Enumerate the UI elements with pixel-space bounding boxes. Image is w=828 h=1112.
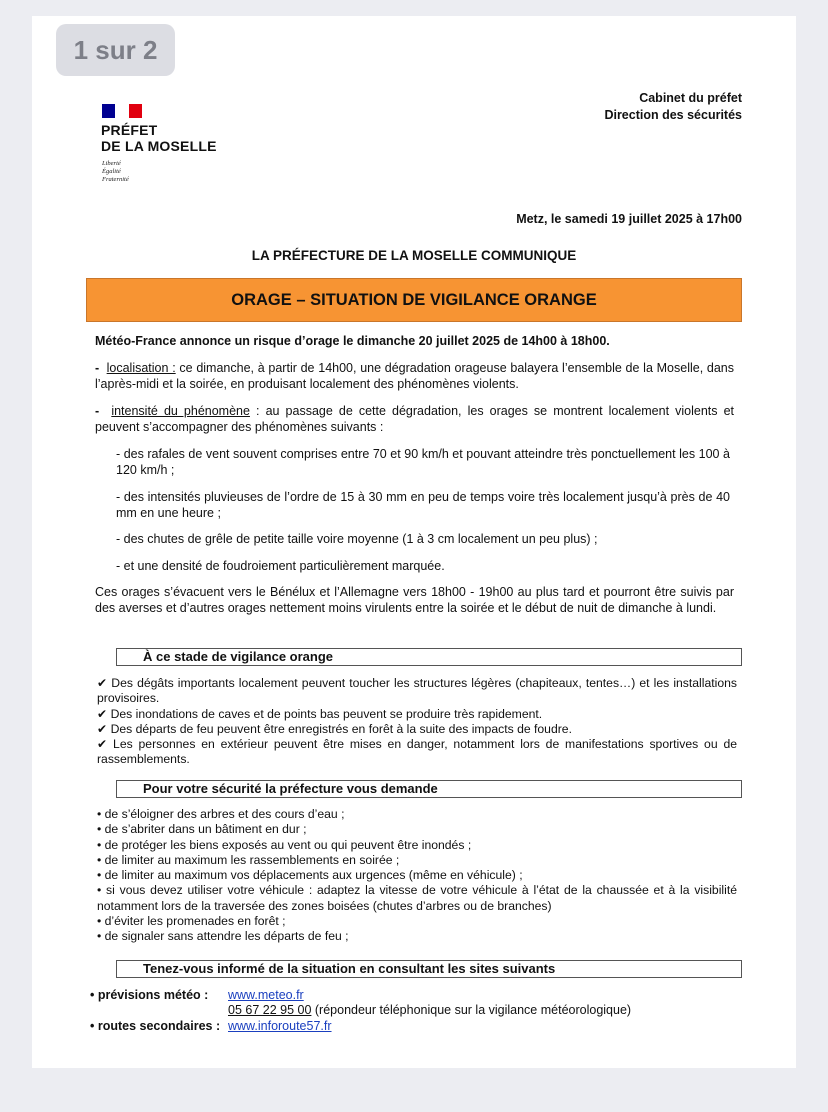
phenomene-item: - des rafales de vent souvent comprises entre 70 et 90 km/h et pouvant atteindre très ponctuellement les 100 à 120 km/h ; [116,447,730,477]
flag-blue [102,104,115,118]
list-item: ✔ Des départs de feu peuvent être enregistrés en forêt à la suite des impacts de foudre. [97,721,572,736]
office-line-1: Cabinet du préfet [639,91,742,105]
list-item: • de protéger les biens exposés au vent ou qui peuvent être inondés ; [97,837,472,852]
flag-red [129,104,142,118]
meteo-label: • prévisions météo : [90,988,209,1002]
list-item: • de s’abriter dans un bâtiment en dur ; [97,822,307,837]
list-item: • de limiter au maximum vos déplacements aux urgences (même en véhicule) ; [97,868,523,883]
office-line-2: Direction des sécurités [604,108,742,122]
french-flag-logo [102,104,142,118]
routes-label: • routes secondaires : [90,1019,221,1033]
evacuation-paragraph: Ces orages s’évacuent vers le Bénélux et l’Allemagne vers 18h00 - 19h00 au plus tard et pourront être suivis par des averses et d’autres orages nettement moins virulents entre la soirée et le début de nuit de dimanche à lundi. [95,585,734,615]
republic-motto [102,160,129,184]
localisation-label: localisation : [106,361,176,375]
list-item: • si vous devez utiliser votre véhicule : adaptez la vitesse de votre véhicule à l’état de la chaussée et à la visibilité notamment lors de la traversée des zones boisées (chutes d’arbres ou de branches) [97,883,737,913]
phenomene-item: - des intensités pluvieuses de l’ordre de 15 à 30 mm en peu de temps voire très localement jusqu’à près de 40 mm en une heure ; [116,490,730,520]
securite-section-title: Pour votre sécurité la préfecture vous demande [116,780,742,798]
intensite-paragraph [95,404,734,435]
phenomene-item: - et une densité de foudroiement particulièrement marquée. [116,559,445,573]
localisation-text: ce dimanche, à partir de 14h00, une dégradation orageuse balayera l’ensemble de la Moselle, dans l’après-midi et la soirée, en produisant localement des phénomènes violents. [95,361,735,391]
list-item: • de signaler sans attendre les départs de feu ; [97,929,349,944]
document-page [32,16,796,1068]
communique-title: LA PRÉFECTURE DE LA MOSELLE COMMUNIQUE [251,248,577,263]
prefet-title [101,122,217,154]
motto-liberte: Liberté [102,160,121,167]
intensite-text: : au passage de cette dégradation, les orages se montrent localement violents et peuvent s’accompagner des phénomènes suivants : [95,404,735,434]
vigilance-list [97,676,737,768]
intro-text: Météo-France annonce un risque d’orage le dimanche 20 juillet 2025 de 14h00 à 18h00. [95,334,610,348]
list-item: ✔ Des inondations de caves et de points bas peuvent se produire très rapidement. [97,706,543,721]
phone-number: 05 67 22 95 00 [228,1003,312,1017]
vigilance-section-title: À ce stade de vigilance orange [116,648,742,666]
prefet-line-1: PRÉFET [101,122,158,138]
list-item: • de s’éloigner des arbres et des cours d’eau ; [97,807,345,821]
date-line: Metz, le samedi 19 juillet 2025 à 17h00 [516,212,742,226]
localisation-paragraph [95,361,734,392]
phone-note: (répondeur téléphonique sur la vigilance météorologique) [311,1003,632,1017]
office-header [604,90,742,124]
motto-egalite: Égalité [102,168,121,175]
dash: - [95,404,112,418]
list-item: ✔ Les personnes en extérieur peuvent être mises en danger, notamment lors de manifestations sportives ou de rassemblements. [97,737,737,767]
phenomene-item: - des chutes de grêle de petite taille voire moyenne (1 à 3 cm localement un peu plus) ; [116,532,598,546]
prefet-line-2: DE LA MOSELLE [101,138,217,154]
flag-white [115,104,128,118]
info-section-title: Tenez-vous informé de la situation en consultant les sites suivants [116,960,742,978]
list-item: • d’éviter les promenades en forêt ; [97,914,286,929]
dash: - [95,361,107,375]
motto-fraternite: Fraternité [102,176,129,183]
alert-banner: ORAGE – SITUATION DE VIGILANCE ORANGE [86,278,742,322]
intensite-label: intensité du phénomène [111,404,250,418]
list-item: ✔ Des dégâts importants localement peuvent toucher les structures légères (chapiteaux, tentes…) et les installations provisoires. [97,676,737,706]
phone-row [228,1002,631,1018]
list-item: • de limiter au maximum les rassemblements en soirée ; [97,852,400,867]
routes-link[interactable]: www.inforoute57.fr [228,1019,332,1033]
page-indicator: 1 sur 2 [56,24,175,76]
securite-list [97,807,737,945]
meteo-link[interactable]: www.meteo.fr [228,988,304,1002]
